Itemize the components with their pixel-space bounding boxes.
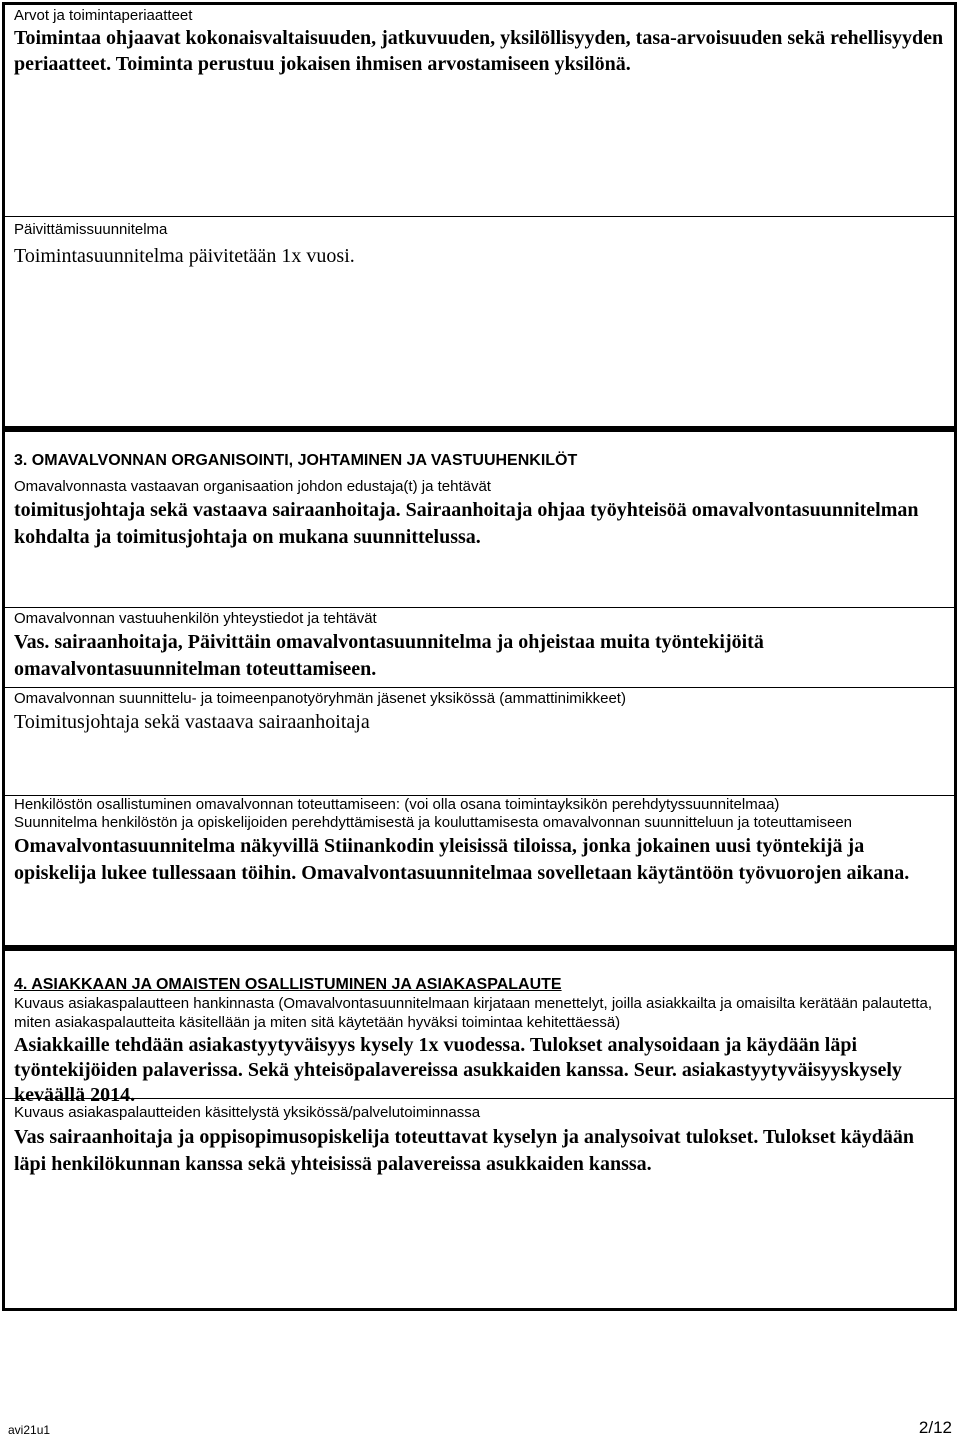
collect-label: Kuvaus asiakaspalautteen hankinnasta (Omavalvontasuunnitelmaan kirjataan menettelyt, joilla asiakkailta ja omaisilta kerätään palautetta, miten asiakaspalautteita käsitellään ja miten sitä käytetään hyväksi toimintaa kehitettäessä) (14, 995, 933, 1031)
doc-code: avi21u1 (8, 1423, 51, 1437)
collect-text: Asiakkaille tehdään asiakastyytyväisyys kysely 1x vuodessa. Tulokset analysoidaan ja käydään läpi työntekijöiden palaverissa. Sekä yhteisöpalavereissa asukkaiden kanssa. Seur. asiakastyytyväisyyskysely keväällä 2014. (14, 1034, 902, 1106)
group-label: Omavalvonnan suunnittelu- ja toimeenpanotyöryhmän jäsenet yksikössä (ammattinimikkeet) (14, 690, 626, 707)
section4-heading: 4. ASIAKKAAN JA OMAISTEN OSALLISTUMINEN JA ASIAKASPALAUTE (14, 976, 562, 993)
update-plan-text: Toimintasuunnitelma päivitetään 1x vuosi. (14, 245, 355, 267)
update-plan-label: Päivittämissuunnitelma (14, 221, 168, 238)
values-cell (5, 5, 954, 217)
collect-cell (5, 993, 954, 1106)
staff-cell (5, 796, 954, 945)
process-text: Vas sairaanhoitaja ja oppisopimusopiskelija toteuttavat kyselyn ja analysoivat tulokset. Tulokset käydään läpi henkilökunnan kanssa sekä yhteisissä palavereissa asukkaiden kanssa. (14, 1126, 914, 1175)
update-plan-cell (5, 217, 954, 426)
section3-box (2, 429, 957, 948)
process-label: Kuvaus asiakaspalautteiden käsittelystä yksikössä/palvelutoiminnassa (14, 1104, 481, 1121)
section3-heading: 3. OMAVALVONNAN ORGANISOINTI, JOHTAMINEN JA VASTUUHENKILÖT (14, 452, 578, 469)
values-box (2, 2, 957, 429)
resp-label: Omavalvonnan vastuuhenkilön yhteystiedot ja tehtävät (14, 610, 377, 627)
process-cell (5, 1099, 954, 1308)
rep-cell (5, 476, 954, 608)
staff-text: Omavalvontasuunnitelma näkyvillä Stiinankodin yleisissä tiloissa, jonka jokainen uusi työntekijä ja opiskelija lukee tullessaan töihin. Omavalvontasuunnitelmaa sovelletaan käytäntöön työvuorojen aikana. (14, 835, 910, 884)
section4-box (2, 948, 957, 1311)
group-cell (5, 688, 954, 796)
section4-heading-cell (5, 951, 954, 995)
values-label: Arvot ja toimintaperiaatteet (14, 7, 193, 24)
group-text: Toimitusjohtaja sekä vastaava sairaanhoitaja (14, 711, 370, 733)
page-number: 2/12 (918, 1418, 952, 1437)
section3-heading-cell (5, 432, 954, 471)
rep-text: toimitusjohtaja sekä vastaava sairaanhoitaja. Sairaanhoitaja ohjaa työyhteisöä omavalvontasuunnitelman kohdalta ja toimitusjohtaja on mukana suunnittelussa. (14, 499, 919, 548)
staff-label-1: Henkilöstön osallistuminen omavalvonnan toteuttamiseen: (voi olla osana toimintayksikön perehdytyssuunnitelmaa) (14, 796, 780, 813)
staff-label-2: Suunnitelma henkilöstön ja opiskelijoiden perehdyttämisestä ja kouluttamisesta omavalvonnan suunnitteluun ja toteuttamiseen (14, 814, 853, 831)
rep-label: Omavalvonnasta vastaavan organisaation johdon edustaja(t) ja tehtävät (14, 478, 491, 495)
resp-cell (5, 608, 954, 688)
values-text: Toimintaa ohjaavat kokonaisvaltaisuuden, jatkuvuuden, yksilöllisyyden, tasa-arvoisuuden sekä rehellisyyden periaatteet. Toiminta perustuu jokaisen ihmisen arvostamiseen yksilönä. (14, 27, 944, 75)
resp-text: Vas. sairaanhoitaja, Päivittäin omavalvontasuunnitelma ja ohjeistaa muita työntekijöitä omavalvontasuunnitelman toteuttamiseen. (14, 631, 764, 680)
